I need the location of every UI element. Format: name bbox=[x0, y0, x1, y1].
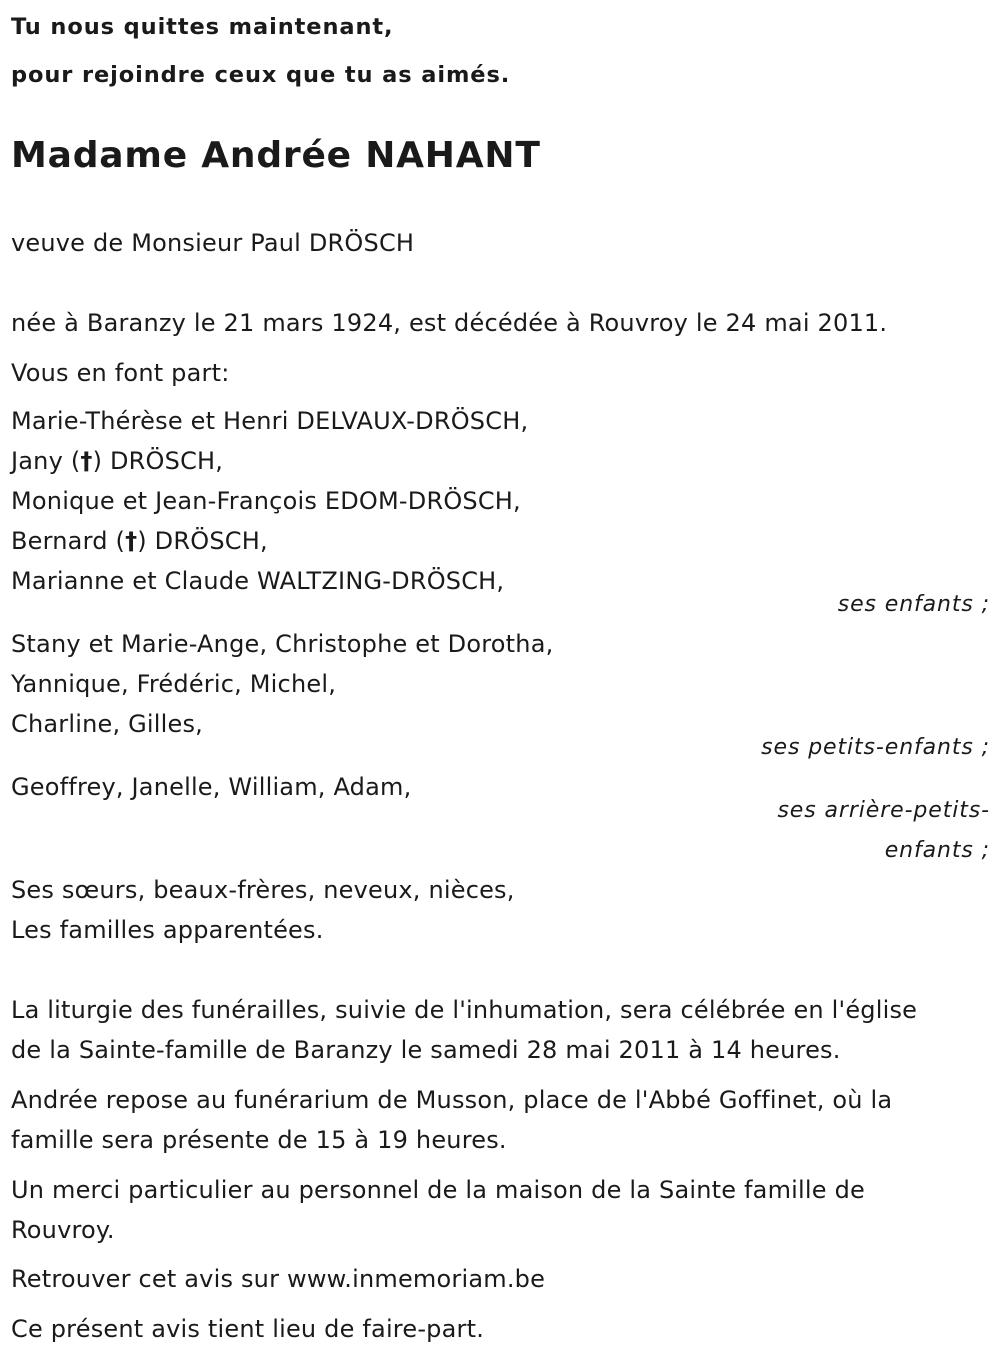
rest-line-2: famille sera présente de 15 à 19 heures. bbox=[11, 1126, 507, 1154]
child-line-1: Marie-Thérèse et Henri DELVAUX-DRÖSCH, bbox=[11, 407, 529, 435]
spouse-line: veuve de Monsieur Paul DRÖSCH bbox=[11, 229, 415, 257]
grandchildren-role: ses petits-enfants ; bbox=[761, 735, 990, 760]
relatives-line-2: Les familles apparentées. bbox=[11, 916, 324, 944]
funeral-line-1: La liturgie des funérailles, suivie de l'inhumation, sera célébrée en l'église bbox=[11, 996, 918, 1024]
intro-line-1: Tu nous quittes maintenant, bbox=[11, 14, 394, 40]
grandchild-line-1: Stany et Marie-Ange, Christophe et Dorotha, bbox=[11, 630, 554, 658]
thanks-line-2: Rouvroy. bbox=[11, 1216, 115, 1244]
rest-line-1: Andrée repose au funérarium de Musson, place de l'Abbé Goffinet, où la bbox=[11, 1086, 893, 1114]
birth-death-line: née à Baranzy le 21 mars 1924, est décédée à Rouvroy le 24 mai 2011. bbox=[11, 309, 888, 337]
relatives-line-1: Ses sœurs, beaux-frères, neveux, nièces, bbox=[11, 876, 515, 904]
child-line-3: Monique et Jean-François EDOM-DRÖSCH, bbox=[11, 487, 521, 515]
grandchild-line-2: Yannique, Frédéric, Michel, bbox=[11, 670, 337, 698]
child-line-2-name: Jany ( bbox=[11, 447, 81, 475]
child-line-4-surname: ) DRÖSCH, bbox=[137, 527, 268, 555]
child-line-4-name: Bernard ( bbox=[11, 527, 126, 555]
announcers-label: Vous en font part: bbox=[11, 359, 230, 387]
cross-icon: † bbox=[125, 527, 138, 555]
website-line: Retrouver cet avis sur www.inmemoriam.be bbox=[11, 1265, 546, 1293]
child-line-2-surname: ) DRÖSCH, bbox=[92, 447, 224, 475]
grandchild-line-3: Charline, Gilles, bbox=[11, 710, 204, 738]
great-grandchild-line-1: Geoffrey, Janelle, William, Adam, bbox=[11, 773, 412, 801]
children-role: ses enfants ; bbox=[837, 592, 990, 617]
thanks-line-1: Un merci particulier au personnel de la maison de la Sainte famille de bbox=[11, 1176, 865, 1204]
closing-line: Ce présent avis tient lieu de faire-part. bbox=[11, 1315, 485, 1343]
intro-line-2: pour rejoindre ceux que tu as aimés. bbox=[11, 62, 511, 88]
child-line-5: Marianne et Claude WALTZING-DRÖSCH, bbox=[11, 567, 505, 595]
child-line-2 bbox=[11, 446, 223, 476]
funeral-line-2: de la Sainte-famille de Baranzy le samedi 28 mai 2011 à 14 heures. bbox=[11, 1036, 841, 1064]
cross-icon: † bbox=[80, 447, 93, 475]
great-grandchildren-role: ses arrière-petits-enfants ; bbox=[777, 798, 990, 863]
deceased-name: Madame Andrée NAHANT bbox=[11, 135, 541, 176]
child-line-4 bbox=[11, 526, 268, 556]
